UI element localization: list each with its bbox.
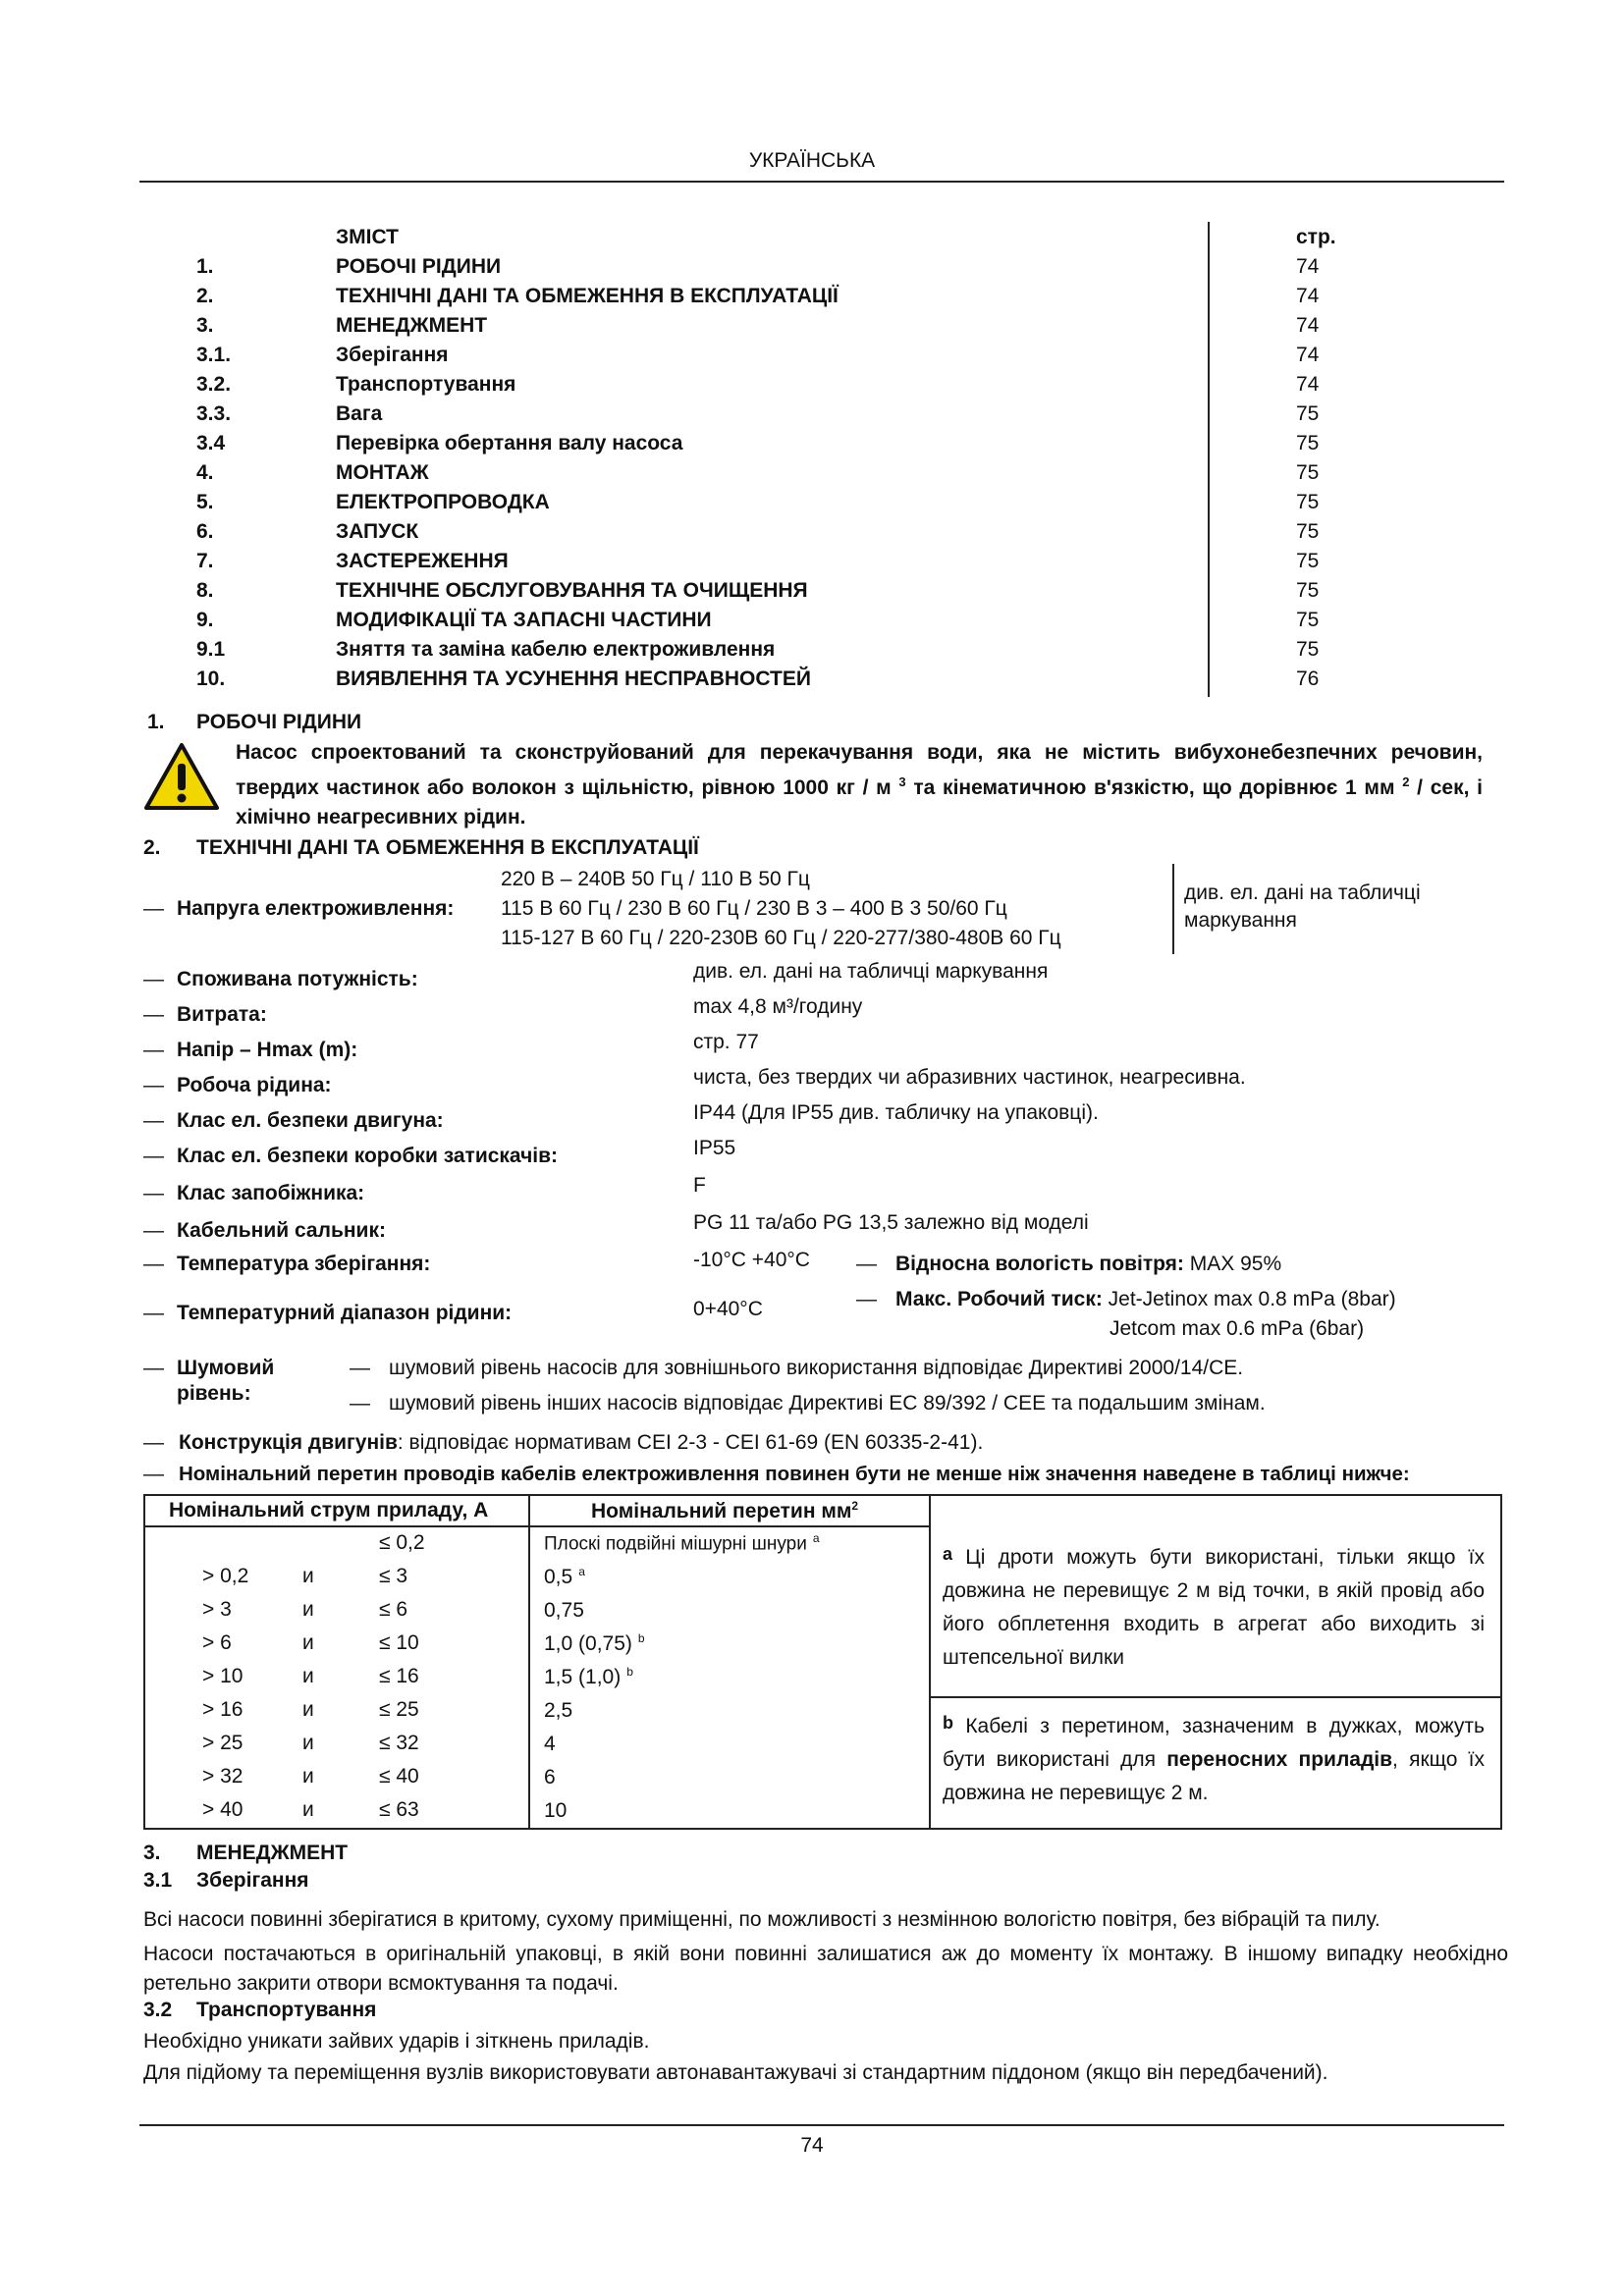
spec-value: IP44 (Для IP55 див. табличку на упаковці). xyxy=(693,1101,1099,1124)
toc-item-number: 3.2. xyxy=(196,373,232,396)
table-cell-conj: и xyxy=(302,1598,314,1621)
cable-section-note: Номінальний перетин проводів кабелів електроживлення повинен бути не менше ніж значення наведене в таблиці нижче: xyxy=(179,1463,1410,1485)
table-cell-section: Плоскі подвійні мішурні шнури $^a$ xyxy=(544,1531,820,1555)
bullet-dash: — xyxy=(143,1357,164,1379)
s3-2-paragraph-1: Необхідно уникати зайвих ударів і зіткнень приладів. xyxy=(143,2030,650,2053)
bullet-dash: — xyxy=(143,1431,164,1454)
cable-section-table xyxy=(143,1494,1502,1830)
spec-label: Клас ел. безпеки коробки затискачів: xyxy=(177,1145,558,1167)
spec-value: max 4,8 м³/годину xyxy=(693,995,863,1018)
table-cell-from: > 3 xyxy=(202,1598,232,1621)
noise-label-2: рівень: xyxy=(177,1382,251,1405)
construction-text: Конструкція двигунів: відповідає нормативам CEI 2-3 - CEI 61-69 (EN 60335-2-41). xyxy=(179,1431,984,1454)
page-language-header: УКРАЇНСЬКА xyxy=(748,149,876,172)
toc-item-title: ТЕХНІЧНІ ДАНІ ТА ОБМЕЖЕННЯ В ЕКСПЛУАТАЦІЇ xyxy=(336,285,839,307)
pressure-value-2: Jetcom max 0.6 mPa (6bar) xyxy=(1110,1317,1365,1340)
toc-item-title: МОНТАЖ xyxy=(336,461,429,484)
bullet-dash: — xyxy=(856,1253,877,1275)
toc-item-title: ЕЛЕКТРОПРОВОДКА xyxy=(336,491,550,513)
toc-item-number: 1. xyxy=(196,255,214,278)
toc-item-page: 75 xyxy=(1296,550,1320,572)
toc-item[interactable] xyxy=(196,461,1355,491)
toc-item-title: ЗАПУСК xyxy=(336,520,419,543)
s3-2-paragraph-2: Для підйому та переміщення вузлів використовувати автонавантажувачі зі стандартним піддоном (якщо він передбачений). xyxy=(143,2061,1328,2084)
toc-item[interactable] xyxy=(196,520,1355,550)
table-cell-section: 10 xyxy=(544,1799,568,1822)
s3-heading: МЕНЕДЖМЕНТ xyxy=(196,1842,349,1864)
toc-item-title: ТЕХНІЧНЕ ОБСЛУГОВУВАННЯ ТА ОЧИЩЕННЯ xyxy=(336,579,808,602)
toc-item-page: 75 xyxy=(1296,638,1320,661)
toc-item-number: 9.1 xyxy=(196,638,226,661)
noise-line-1: шумовий рівень насосів для зовнішнього використання відповідає Директиві 2000/14/CE. xyxy=(389,1357,1244,1379)
table-cell-conj: и xyxy=(302,1631,314,1654)
toc-item[interactable] xyxy=(196,609,1355,638)
humidity-text: Відносна вологість повітря: MAX 95% xyxy=(895,1253,1282,1275)
toc-item-title: МОДИФІКАЦІЇ ТА ЗАПАСНІ ЧАСТИНИ xyxy=(336,609,712,631)
table-cell-from: > 40 xyxy=(202,1798,244,1821)
voltage-line-3: 115-127 В 60 Гц / 220-230В 60 Гц / 220-277/380-480В 60 Гц xyxy=(501,927,1061,949)
toc-item-page: 75 xyxy=(1296,520,1320,543)
voltage-note-line-1: див. ел. дані на табличці xyxy=(1184,881,1421,904)
spec-value: F xyxy=(693,1174,706,1197)
table-cell-conj: и xyxy=(302,1732,314,1754)
warning-triangle-icon xyxy=(143,742,220,811)
spec-label: Клас ел. безпеки двигуна: xyxy=(177,1109,444,1132)
bullet-dash: — xyxy=(350,1392,370,1415)
table-cell-conj: и xyxy=(302,1798,314,1821)
table-note-a: a Ці дроти можуть бути використані, тільки якщо їх довжина не перевищує 2 м від точки, в якій провід або його обплетення входить в агрегат або виходить зі штепсельної вилки xyxy=(943,1544,1485,1669)
table-cell-to: ≤ 25 xyxy=(379,1698,419,1721)
bullet-dash: — xyxy=(143,897,164,920)
toc-item[interactable] xyxy=(196,402,1355,432)
table-cell-to: ≤ 32 xyxy=(379,1732,419,1754)
table-cell-conj: и xyxy=(302,1665,314,1687)
spec-value: див. ел. дані на табличці маркування xyxy=(693,960,1049,983)
toc-item-page: 75 xyxy=(1296,432,1320,454)
toc-item[interactable] xyxy=(196,285,1355,314)
storage-temp-value: -10°C +40°C xyxy=(693,1249,810,1271)
toc-item-page: 74 xyxy=(1296,314,1320,337)
bullet-dash: — xyxy=(143,1003,164,1026)
toc-item[interactable] xyxy=(196,344,1355,373)
s3-2-number: 3.2 xyxy=(143,1999,173,2021)
table-cell-from: > 32 xyxy=(202,1765,244,1788)
toc-item[interactable] xyxy=(196,255,1355,285)
spec-label: Споживана потужність: xyxy=(177,968,418,990)
spec-value: IP55 xyxy=(693,1137,736,1159)
toc-title: ЗМІСТ xyxy=(336,226,399,248)
toc-item-page: 74 xyxy=(1296,373,1320,396)
voltage-line-2: 115 В 60 Гц / 230 В 60 Гц / 230 В 3 – 400 В 3 50/60 Гц xyxy=(501,897,1007,920)
table-cell-from: > 10 xyxy=(202,1665,244,1687)
liquid-temp-label: Температурний діапазон рідини: xyxy=(177,1302,513,1324)
bullet-dash: — xyxy=(143,1463,164,1485)
toc-item[interactable] xyxy=(196,314,1355,344)
header-rule xyxy=(139,181,1504,183)
bullet-dash: — xyxy=(143,1145,164,1167)
s1-heading: РОБОЧІ РІДИНИ xyxy=(196,711,362,733)
toc-item-page: 74 xyxy=(1296,344,1320,366)
table-head-section: Номінальний перетин $мм^2$ xyxy=(591,1499,859,1522)
bullet-dash: — xyxy=(143,1074,164,1096)
s3-number: 3. xyxy=(143,1842,161,1864)
spec-label: Напір – Hmax (m): xyxy=(177,1039,358,1061)
page-number: 74 xyxy=(800,2134,824,2157)
table-cell-section: 6 xyxy=(544,1766,556,1789)
toc-item-page: 75 xyxy=(1296,579,1320,602)
bullet-dash: — xyxy=(143,1219,164,1242)
toc-item-number: 5. xyxy=(196,491,214,513)
spec-label: Робоча рідина: xyxy=(177,1074,332,1096)
toc-item-number: 2. xyxy=(196,285,214,307)
s3-1-paragraph-1: Всі насоси повинні зберігатися в критому, сухому приміщенні, по можливості з незмінною вологістю повітря, без вібрацій та пилу. xyxy=(143,1908,1380,1931)
s3-2-heading: Транспортування xyxy=(196,1999,377,2021)
voltage-line-1: 220 В – 240В 50 Гц / 110 В 50 Гц xyxy=(501,868,810,890)
table-cell-section: 4 xyxy=(544,1733,556,1755)
s3-1-number: 3.1 xyxy=(143,1869,173,1892)
table-cell-to: ≤ 16 xyxy=(379,1665,419,1687)
toc-item-number: 6. xyxy=(196,520,214,543)
s2-heading: ТЕХНІЧНІ ДАНІ ТА ОБМЕЖЕННЯ В ЕКСПЛУАТАЦІЇ xyxy=(196,836,699,859)
toc-item-title: Зберігання xyxy=(336,344,449,366)
table-cell-from: > 0,2 xyxy=(202,1565,249,1587)
toc-item-number: 7. xyxy=(196,550,214,572)
toc-item-number: 10. xyxy=(196,667,226,690)
table-cell-to: ≤ 0,2 xyxy=(379,1531,425,1554)
spec-value: PG 11 та/або PG 13,5 залежно від моделі xyxy=(693,1211,1089,1234)
table-cell-conj: и xyxy=(302,1698,314,1721)
toc-item-number: 3.1. xyxy=(196,344,232,366)
table-cell-from: > 6 xyxy=(202,1631,232,1654)
bullet-dash: — xyxy=(856,1288,877,1310)
s3-1-paragraph-2: Насоси постачаються в оригінальній упаковці, в якій вони повинні залишатися аж до моменту їх монтажу. В іншому випадку необхідно ретельно закрити отвори всмоктування та подачі. xyxy=(143,1943,1508,1995)
toc-item-number: 8. xyxy=(196,579,214,602)
toc-item[interactable] xyxy=(196,550,1355,579)
spec-label: Кабельний сальник: xyxy=(177,1219,386,1242)
toc-item-page: 75 xyxy=(1296,609,1320,631)
voltage-label: Напруга електроживлення: xyxy=(177,897,455,920)
toc-item-number: 3.3. xyxy=(196,402,232,425)
bullet-dash: — xyxy=(143,1109,164,1132)
table-cell-section: 0,5 $^a$ xyxy=(544,1565,585,1588)
bullet-dash: — xyxy=(143,1253,164,1275)
toc-item-title: Вага xyxy=(336,402,383,425)
toc-item[interactable] xyxy=(196,667,1355,697)
pressure-text: Макс. Робочий тиск: Jet-Jetinox max 0.8 mPa (8bar) xyxy=(895,1288,1396,1310)
toc-item-number: 4. xyxy=(196,461,214,484)
bullet-dash: — xyxy=(143,1302,164,1324)
s1-paragraph: Насос спроектований та сконструйований для перекачування води, яка не містить вибухонебезпечних речовин, твердих частинок або волокон з щільністю, рівною 1000 кг / м $^3$ та кінематичною в'язкістю, що дорівнює 1 мм $^2$ / сек, і хімічно неагресивних рідин. xyxy=(236,741,1483,828)
bullet-dash: — xyxy=(143,1039,164,1061)
table-cell-conj: и xyxy=(302,1765,314,1788)
liquid-temp-value: 0+40°C xyxy=(693,1298,763,1320)
footer-rule xyxy=(139,2124,1504,2126)
toc-item[interactable] xyxy=(196,638,1355,667)
table-cell-to: ≤ 63 xyxy=(379,1798,419,1821)
voltage-note-line-2: маркування xyxy=(1184,909,1297,932)
table-note-b: b Кабелі з перетином, зазначеним в дужках, можуть бути використані для переносних приладів, якщо їх довжина не перевищує 2 м. xyxy=(943,1713,1485,1804)
spec-label: Витрата: xyxy=(177,1003,267,1026)
toc-item-number: 9. xyxy=(196,609,214,631)
voltage-note-divider xyxy=(1172,864,1174,954)
bullet-dash: — xyxy=(350,1357,370,1379)
table-cell-to: ≤ 3 xyxy=(379,1565,408,1587)
table-cell-from: > 25 xyxy=(202,1732,244,1754)
table-cell-to: ≤ 6 xyxy=(379,1598,408,1621)
toc-item-title: Зняття та заміна кабелю електроживлення xyxy=(336,638,776,661)
table-cell-section: 1,0 (0,75) $^b$ xyxy=(544,1631,645,1655)
toc-item[interactable] xyxy=(196,432,1355,461)
table-cell-section: 1,5 (1,0) $^b$ xyxy=(544,1665,633,1688)
toc-item-page: 75 xyxy=(1296,491,1320,513)
toc-item-title: ВИЯВЛЕННЯ ТА УСУНЕННЯ НЕСПРАВНОСТЕЙ xyxy=(336,667,811,690)
table-cell-to: ≤ 10 xyxy=(379,1631,419,1654)
toc-page-column-header: стр. xyxy=(1296,226,1336,248)
toc-item[interactable] xyxy=(196,373,1355,402)
toc-item-title: Транспортування xyxy=(336,373,516,396)
toc-item-title: ЗАСТЕРЕЖЕННЯ xyxy=(336,550,509,572)
toc-item-number: 3.4 xyxy=(196,432,226,454)
toc-item-page: 76 xyxy=(1296,667,1320,690)
toc-item-number: 3. xyxy=(196,314,214,337)
toc-item-page: 74 xyxy=(1296,285,1320,307)
table-cell-section: 2,5 xyxy=(544,1699,573,1722)
toc-item-title: РОБОЧІ РІДИНИ xyxy=(336,255,502,278)
noise-label-1: Шумовий xyxy=(177,1357,275,1379)
storage-temp-label: Температура зберігання: xyxy=(177,1253,431,1275)
toc-item-title: Перевірка обертання валу насоса xyxy=(336,432,683,454)
noise-line-2: шумовий рівень інших насосів відповідає Директиві ЕС 89/392 / CEE та подальшим змінам. xyxy=(389,1392,1266,1415)
toc-item-page: 75 xyxy=(1296,402,1320,425)
spec-label: Клас запобіжника: xyxy=(177,1182,365,1204)
toc-item-page: 75 xyxy=(1296,461,1320,484)
s2-number: 2. xyxy=(143,836,161,859)
table-cell-conj: и xyxy=(302,1565,314,1587)
spec-value: стр. 77 xyxy=(693,1031,759,1053)
toc-item[interactable] xyxy=(196,491,1355,520)
table-cell-from: > 16 xyxy=(202,1698,244,1721)
bullet-dash: — xyxy=(143,1182,164,1204)
table-cell-section: 0,75 xyxy=(544,1599,584,1622)
toc-item-title: МЕНЕДЖМЕНТ xyxy=(336,314,488,337)
s1-number: 1. xyxy=(147,711,165,733)
bullet-dash: — xyxy=(143,968,164,990)
table-cell-to: ≤ 40 xyxy=(379,1765,419,1788)
spec-value: чиста, без твердих чи абразивних частинок, неагресивна. xyxy=(693,1066,1246,1089)
toc-item-page: 74 xyxy=(1296,255,1320,278)
s3-1-heading: Зберігання xyxy=(196,1869,309,1892)
table-head-current: Номінальний струм приладу, А xyxy=(169,1499,489,1522)
toc-item[interactable] xyxy=(196,579,1355,609)
